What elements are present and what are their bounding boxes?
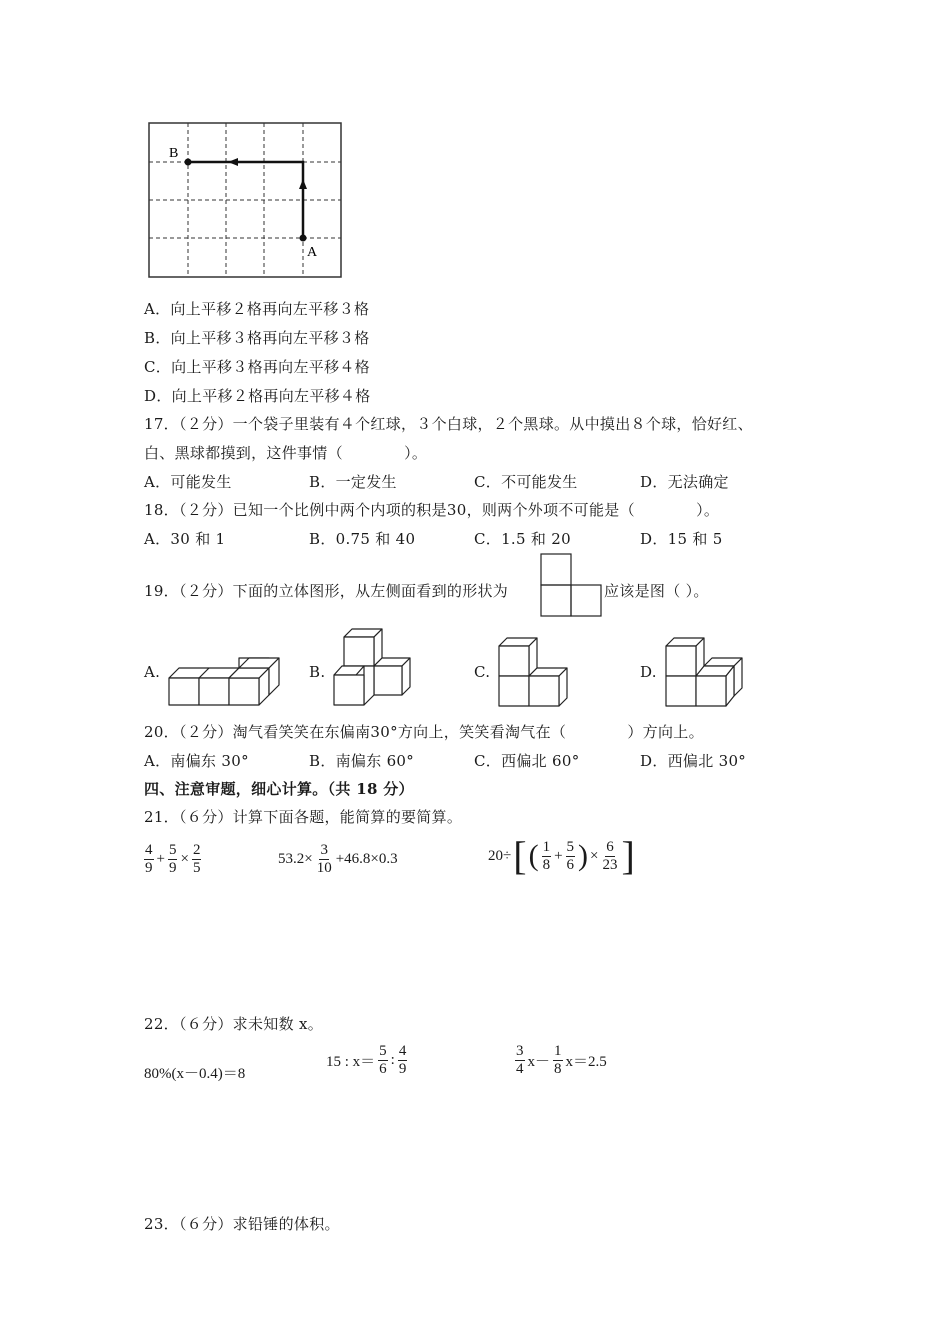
q17-option-c: C．不可能发生 (474, 473, 578, 491)
q20-option-d: D．西偏北 30° (640, 752, 747, 770)
denominator: 5 (192, 860, 201, 876)
q20-stem: 20．（２分）淘气看笑笑在东偏南30°方向上，笑笑看淘气在（ ）方向上。 (144, 723, 704, 741)
q17-stem-line1: 17．（２分）一个袋子里装有４个红球，３个白球，２个黑球。从中摸出８个球，恰好红、 (144, 415, 753, 433)
numerator: 4 (145, 842, 153, 858)
q17-option-a: A．可能发生 (144, 473, 232, 491)
q20-option-a: A．南偏东 30° (144, 752, 249, 770)
numerator: 3 (320, 842, 328, 858)
q19-stem-before: 19．（２分）下面的立体图形，从左侧面看到的形状为 (144, 582, 509, 600)
q22-equation-1: 80%(x－0.4)＝8 (144, 1066, 246, 1082)
denominator: 10 (316, 860, 332, 876)
point-a-dot (300, 235, 307, 242)
q18-option-c: C．1.5 和 20 (474, 530, 571, 548)
left-paren-icon: ( (528, 839, 539, 872)
denominator: 9 (398, 1061, 407, 1077)
fraction (316, 842, 333, 877)
fraction (602, 839, 619, 874)
expression-text: x＝2.5 (565, 1054, 607, 1070)
q21-stem: 21．（６分）计算下面各题，能简算的要简算。 (144, 808, 463, 826)
denominator: 4 (516, 1061, 524, 1077)
left-arrow-icon (228, 158, 238, 166)
q21-expression-2 (278, 842, 398, 877)
operator: + (554, 847, 563, 864)
grid-translation-figure (140, 115, 355, 285)
fraction (168, 842, 178, 877)
fraction (398, 1043, 408, 1078)
left-bracket-icon: [ (513, 833, 527, 878)
q18-option-d: D．15 和 5 (640, 530, 723, 548)
up-arrow-icon (299, 179, 307, 189)
q19-option-a-label: A. (144, 663, 161, 681)
operator: : (390, 1052, 395, 1068)
fraction (515, 1043, 525, 1078)
numerator: 6 (606, 838, 614, 855)
expression-text: x－ (527, 1054, 551, 1070)
denominator: 9 (145, 860, 153, 876)
q16-option-d: D．向上平移２格再向左平移４格 (144, 387, 371, 405)
q23-stem: 23．（６分）求铅锤的体积。 (144, 1215, 340, 1233)
numerator: 5 (379, 1043, 387, 1059)
numerator: 3 (516, 1043, 524, 1059)
q19-option-b-cubes (330, 625, 420, 710)
q21-expression-3 (488, 833, 635, 878)
expression-text: 15 : x＝ (326, 1054, 376, 1070)
denominator: 23 (602, 856, 618, 873)
q19-option-d-label: D. (640, 663, 657, 681)
expression-text: +46.8×0.3 (335, 851, 398, 867)
right-bracket-icon: ] (621, 833, 635, 878)
q17-stem-line2: 白、黑球都摸到，这件事情（ ）。 (144, 444, 428, 462)
q16-option-b: B．向上平移３格再向左平移３格 (144, 329, 370, 347)
fraction (566, 839, 576, 874)
q19-option-b-label: B. (309, 663, 326, 681)
q22-equation-3 (514, 1043, 607, 1078)
q19-option-a-cubes (165, 655, 280, 710)
denominator: 6 (379, 1061, 387, 1077)
q18-option-a: A．30 和 1 (144, 530, 226, 548)
numerator: 4 (398, 1043, 407, 1059)
q19-option-c-cubes (495, 633, 575, 711)
q19-left-view-shape (538, 553, 604, 618)
point-b-label: B (169, 146, 179, 161)
numerator: 1 (542, 838, 551, 855)
q18-stem: 18．（２分）已知一个比例中两个内项的积是30，则两个外项不可能是（ ）。 (144, 501, 720, 519)
point-a-label: A (307, 245, 318, 260)
q22-stem: 22．（６分）求未知数 x。 (144, 1015, 324, 1033)
q22-equation-2 (326, 1043, 408, 1078)
fraction (192, 842, 202, 877)
fraction (144, 842, 154, 877)
q16-option-c: C．向上平移３格再向左平移４格 (144, 358, 370, 376)
q19-option-d-cubes (662, 633, 747, 711)
numerator: 1 (554, 1043, 562, 1059)
operator: + (156, 851, 165, 867)
numerator: 2 (192, 842, 201, 858)
point-b-dot (185, 159, 192, 166)
operator: × (590, 847, 599, 864)
q18-option-b: B．0.75 和 40 (309, 530, 416, 548)
q19-option-c-label: C. (474, 663, 491, 681)
q17-option-d: D．无法确定 (640, 473, 729, 491)
q17-option-b: B．一定发生 (309, 473, 397, 491)
numerator: 5 (566, 838, 575, 855)
q20-option-b: B．南偏东 60° (309, 752, 415, 770)
numerator: 5 (168, 842, 177, 858)
denominator: 8 (542, 856, 551, 873)
expression-text: 20÷ (488, 847, 512, 864)
q20-option-c: C．西偏北 60° (474, 752, 580, 770)
right-paren-icon: ) (578, 839, 589, 872)
section-4-heading: 四、注意审题，细心计算。（共 18 分） (144, 780, 414, 798)
expression-text: 53.2× (278, 851, 313, 867)
fraction (378, 1043, 388, 1078)
q21-expression-1 (143, 842, 202, 877)
denominator: 9 (168, 860, 177, 876)
q16-option-a: A．向上平移２格再向左平移３格 (144, 300, 370, 318)
fraction (553, 1043, 563, 1078)
q19-stem-after: 应该是图（ ）。 (604, 582, 709, 600)
operator: × (180, 851, 189, 867)
fraction (542, 839, 552, 874)
denominator: 8 (554, 1061, 562, 1077)
denominator: 6 (566, 856, 575, 873)
